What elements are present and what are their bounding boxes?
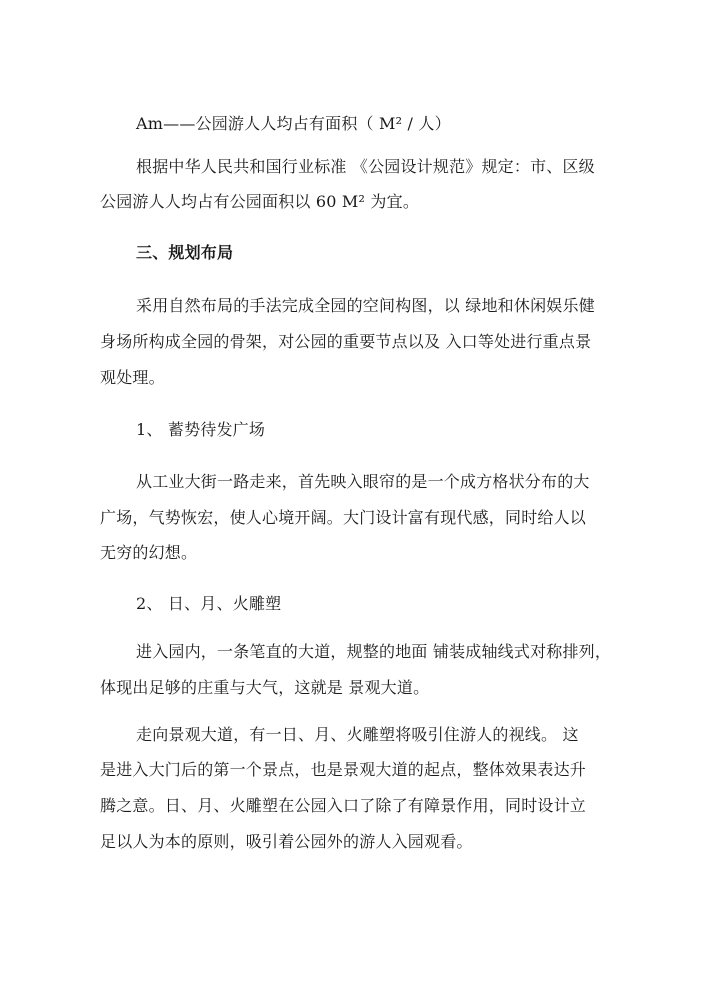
item-2-para-2-line-4: 足以人为本的原则，吸引着公园外的游人入园观看。: [100, 832, 473, 851]
item-2-para-2-line-1: 走向景观大道，有一日、月、火雕塑将吸引住游人的视线。 这: [136, 725, 579, 744]
item-2-para-2-line-2: 是进入大门后的第一个景点，也是景观大道的起点，整体效果表达升: [100, 760, 587, 779]
layout-para-line-2: 身场所构成全园的骨架，对公园的重要节点以及 入口等处进行重点景: [100, 332, 592, 351]
item-1-para-line-1: 从工业大街一路走来，首先映入眼帘的是一个成方格状分布的大: [136, 472, 590, 491]
layout-para-line-3: 观处理。: [100, 368, 165, 387]
standard-para-line-1: 根据中华人民共和国行业标准 《公园设计规范》规定：市、区级: [136, 157, 595, 176]
formula-note: Am——公园游人人均占有面积（ M² / 人）: [136, 114, 451, 133]
item-2-para-2-line-3: 腾之意。日、月、火雕塑在公园入口了除了有障景作用，同时设计立: [100, 796, 587, 815]
item-2-para-1-line-2: 体现出足够的庄重与大气，这就是 景观大道。: [100, 678, 430, 697]
item-2-heading: 2、 日、月、火雕塑: [136, 594, 282, 613]
item-1-para-line-3: 无穷的幻想。: [100, 543, 198, 562]
section-3-heading: 三、规划布局: [136, 243, 234, 262]
item-1-heading: 1、 蓄势待发广场: [136, 420, 266, 439]
standard-para-line-2: 公园游人人均占有公园面积以 60 M² 为宜。: [100, 192, 420, 211]
layout-para-line-1: 采用自然布局的手法完成全园的空间构图，以 绿地和休闲娱乐健: [136, 296, 595, 315]
item-1-para-line-2: 广场，气势恢宏，使人心境开阔。大门设计富有现代感，同时给人以: [100, 508, 587, 527]
item-2-para-1-line-1: 进入园内，一条笔直的大道，规整的地面 铺装成轴线式对称排列，: [136, 642, 612, 661]
